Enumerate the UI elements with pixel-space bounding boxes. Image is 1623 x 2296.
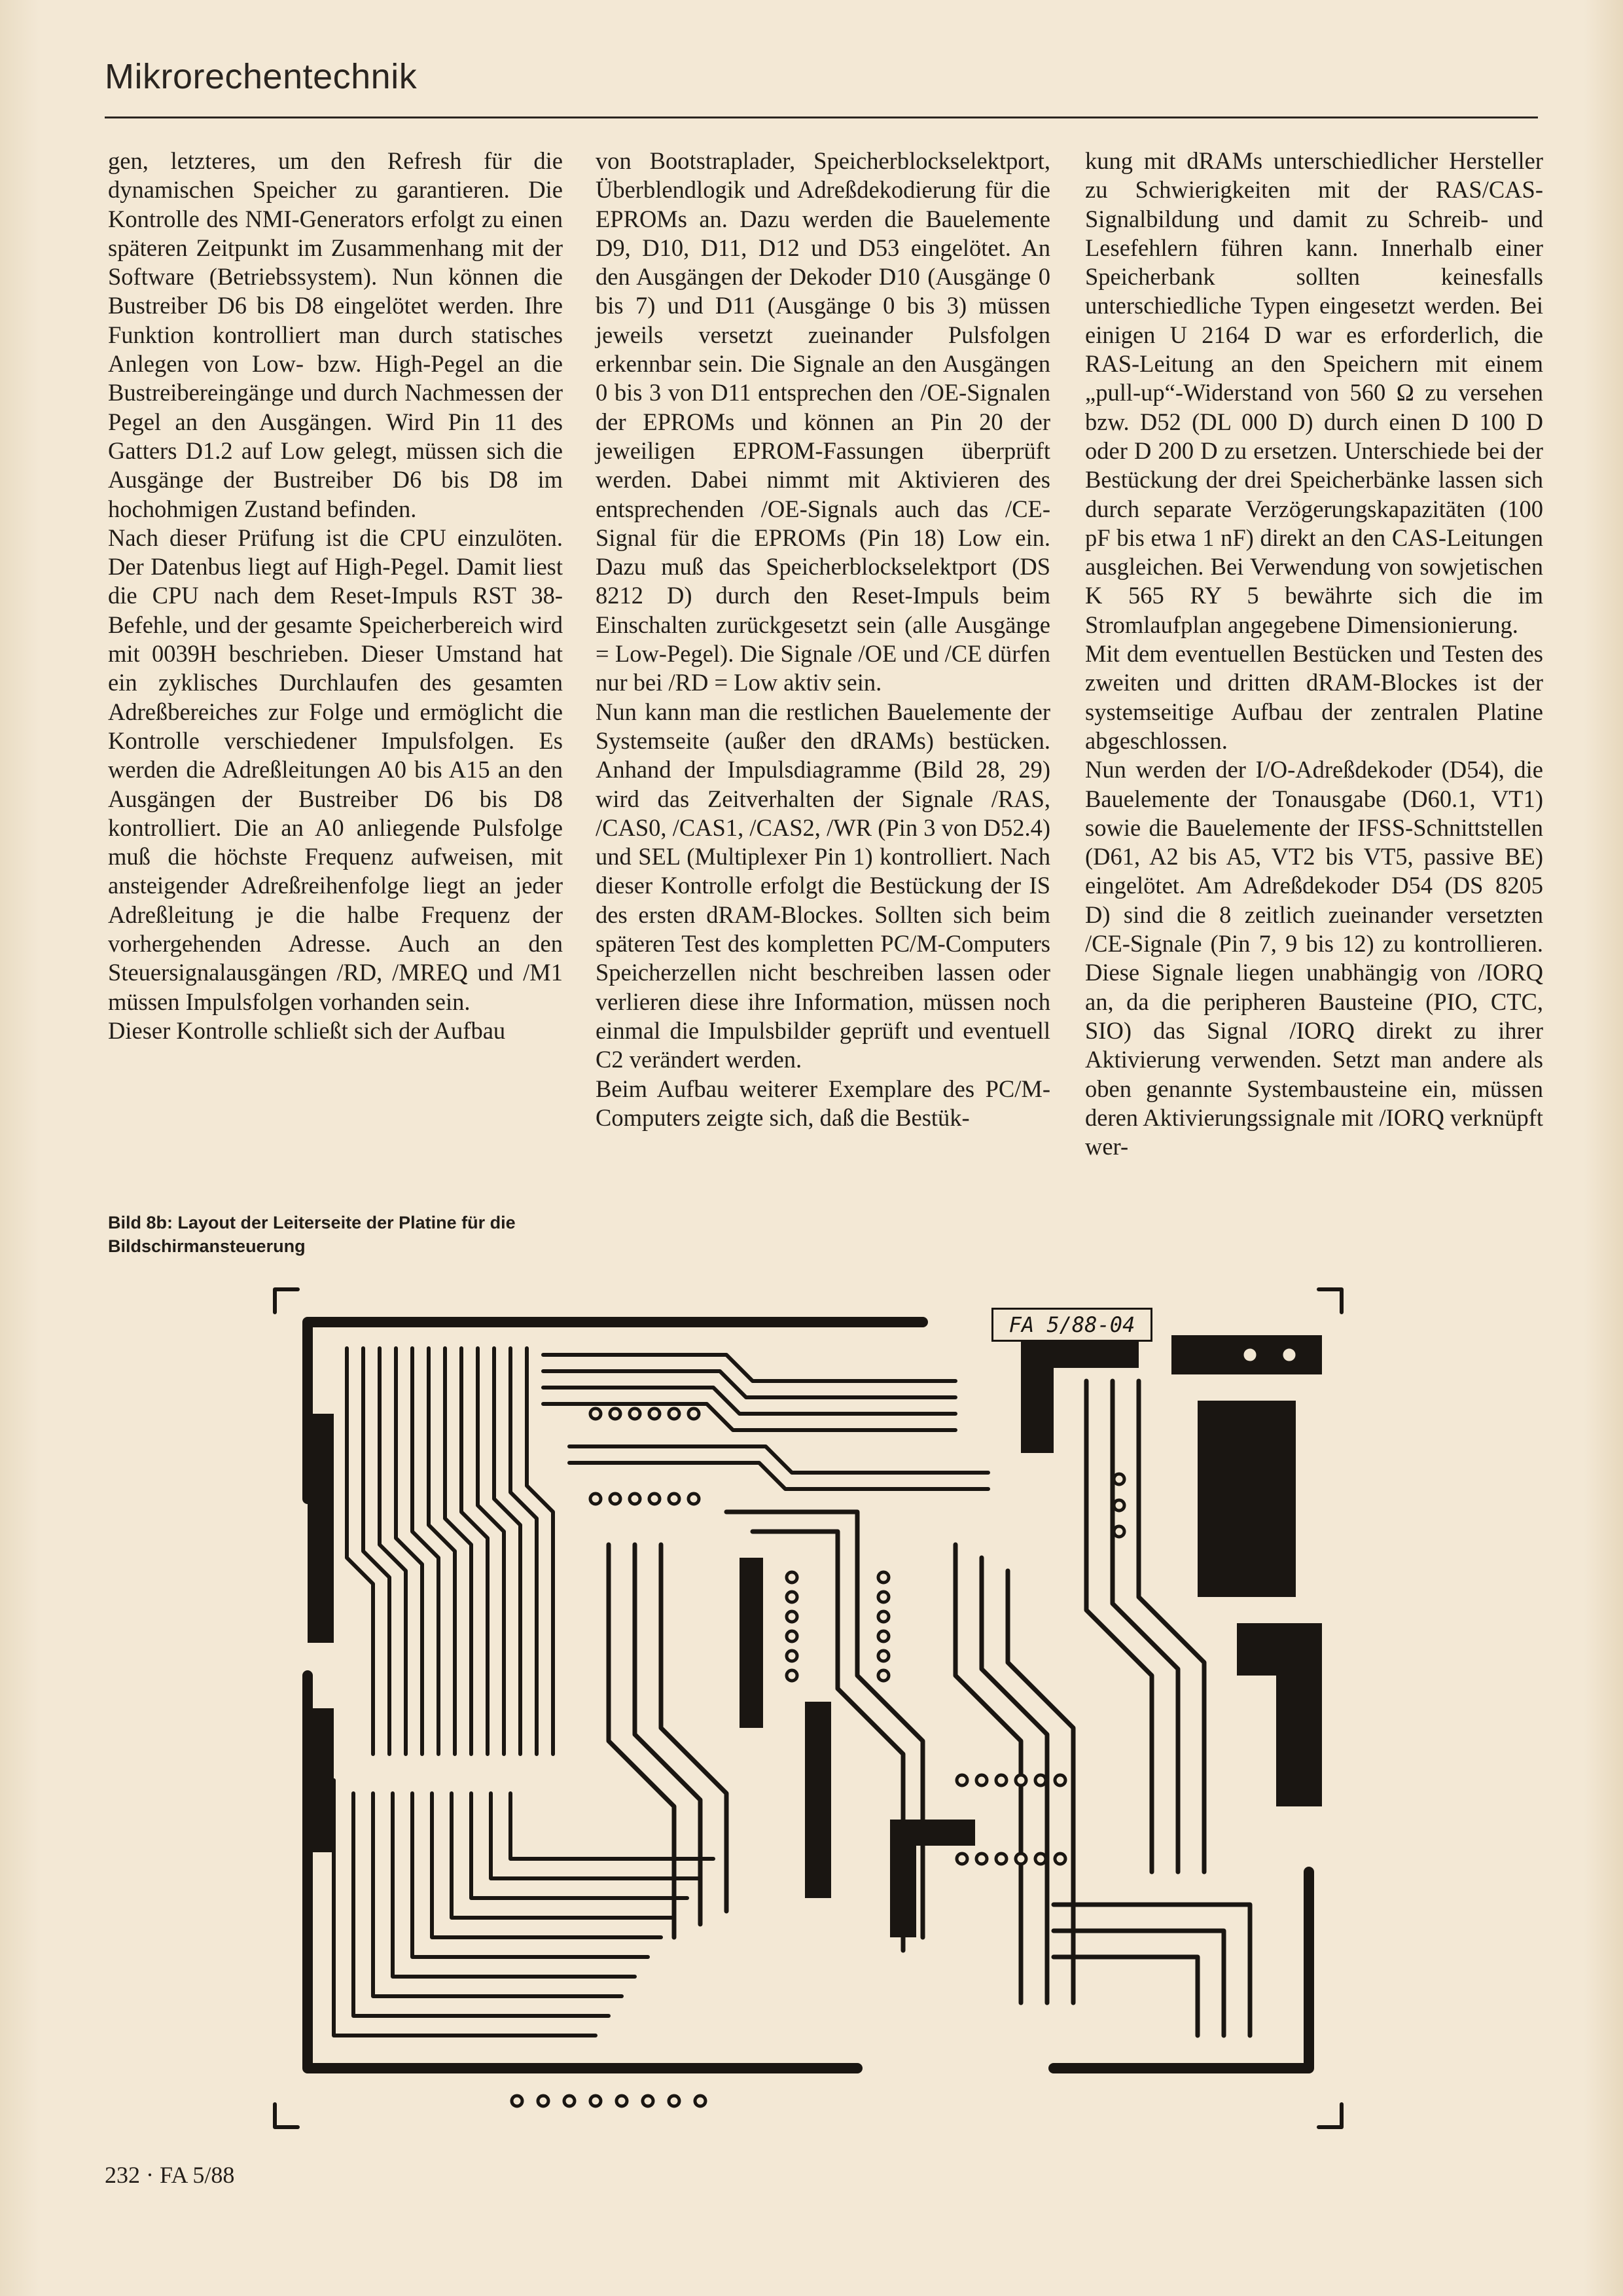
header-rule bbox=[105, 117, 1538, 118]
text-column-1 bbox=[108, 147, 563, 1045]
paragraph: von Bootstraplader, Speicherblockselektport, Überblendlogik und Adreßdekodierung für die EPROMs an. Dazu werden die Bauelemente D9, D10, D11, D12 und D53 eingelötet. An den Ausgängen der Dekoder D10 (Ausgänge 0 bis 7) und D11 (Ausgänge 0 bis 3) müssen jeweils versetzt zueinander Pulsfolgen erkennbar sein. Die Signale an den Ausgängen 0 bis 3 von D11 entsprechen den /OE-Signalen der EPROMs und können an Pin 20 der jeweiligen EPROM-Fassungen überprüft werden. Dabei nimmt mit Aktivieren des entsprechenden /OE-Signals auch das /CE-Signal für die EPROMs (Pin 18) Low ein. Dazu muß das Speicherblockselektport (DS 8212 D) durch den Reset-Impuls beim Einschalten zurückgesetzt sein (alle Ausgänge = Low-Pegel). Die Signale /OE und /CE dürfen nur bei /RD = Low aktiv sein. bbox=[596, 147, 1050, 696]
paragraph: gen, letzteres, um den Refresh für die dynamischen Speicher zu garantieren. Die Kontrolle des NMI-Generators erfolgt zu einen späteren Zeitpunkt im Zusammenhang mit der Software (Betriebssystem). Nun können die Bustreiber D6 bis D8 eingelötet werden. Ihre Funktion kontrolliert man durch statisches Anlegen von Low- bzw. High-Pegel an die Bustreibereingänge und durch Nachmessen der Pegel an den Ausgängen. Wird Pin 11 des Gatters D1.2 auf Low gelegt, müssen sich die Ausgänge der Bustreiber D6 bis D8 im hochohmigen Zustand befinden. bbox=[108, 147, 563, 522]
paragraph: kung mit dRAMs unterschiedlicher Hersteller zu Schwierigkeiten mit der RAS/CAS-Signalbildung und damit zu Schreib- und Lesefehlern führen kann. Innerhalb einer Speicherbank sollten keinesfalls unterschiedliche Typen eingesetzt werden. Bei einigen U 2164 D war es erforderlich, die RAS-Leitung an den Speichern mit einem „pull-up“-Widerstand von 560 Ω zu versehen bzw. D52 (DL 000 D) durch einen D 100 D oder D 200 D zu ersetzen. Unterschiede bei der Bestückung der drei Speicherbänke lassen sich durch separate Verzögerungskapazitäten (100 pF bis etwa 1 nF) direkt an den CAS-Leitungen ausgleichen. Bei Verwendung von sowjetischen K 565 RY 5 bewährte sich die im Stromlaufplan angegebene Dimensionierung. bbox=[1085, 147, 1543, 638]
paragraph: Nun kann man die restlichen Bauelemente der Systemseite (außer den dRAMs) bestücken. Anhand der Impulsdiagramme (Bild 28, 29) wird das Zeitverhalten der Signale /RAS, /CAS0, /CAS1, /CAS2, /WR (Pin 3 von D52.4) und SEL (Multiplexer Pin 1) kontrolliert. Nach dieser Kontrolle erfolgt die Bestückung der IS des ersten dRAM-Blockes. Sollten sich beim späteren Test des kompletten PC/M-Computers Speicherzellen nicht beschreiben lassen oder verlieren diese ihre Information, müssen noch einmal die Impulsbilder geprüft und eventuell C2 verändert werden. bbox=[596, 698, 1050, 1073]
figure-caption: Bild 8b: Layout der Leiterseite der Platine für die Bildschirmansteuerung bbox=[108, 1213, 516, 1256]
running-head: Mikrorechentechnik bbox=[105, 57, 418, 96]
page-folio: 232 · FA 5/88 bbox=[105, 2162, 235, 2188]
paragraph: Nun werden der I/O-Adreßdekoder (D54), die Bauelemente der Tonausgabe (D60.1, VT1) sowie die Bauelemente der IFSS-Schnittstellen (D61, A2 bis A5, VT2 bis VT5, passive BE) eingelötet. Am Adreßdekoder D54 (DS 8205 D) sind die 8 zeitlich zueinander versetzten /CE-Signale (Pin 7, 9 bis 12) zu kontrollieren. Diese Signale liegen unabhängig von /IORQ an, da die peripheren Bausteine (PIO, CTC, SIO) das Signal /IORQ direkt zu ihrer Aktivierung verwenden. Setzt man andere als oben genannte Systembausteine ein, müssen deren Aktivierungssignale mit /IORQ verknüpft wer- bbox=[1085, 756, 1543, 1160]
paragraph: Mit dem eventuellen Bestücken und Testen des zweiten und dritten dRAM-Blockes ist der systemseitige Aufbau der zentralen Platine abgeschlossen. bbox=[1085, 640, 1543, 754]
pcb-layout-image bbox=[268, 1283, 1348, 2134]
text-column-2 bbox=[596, 147, 1050, 1132]
paragraph: Dieser Kontrolle schließt sich der Aufbau bbox=[108, 1016, 506, 1044]
paragraph: Nach dieser Prüfung ist die CPU einzulöten. Der Datenbus liegt auf High-Pegel. Damit liest die CPU nach dem Reset-Impuls RST 38-Befehle, und der gesamte Speicherbereich wird mit 0039H beschrieben. Dieser Umstand hat ein zyklisches Durchlaufen des gesamten Adreßbereiches zur Folge und ermöglicht die Kontrolle verschiedener Impulsfolgen. Es werden die Adreßleitungen A0 bis A15 an den Ausgängen der Bustreiber D6 bis D8 kontrolliert. Die an A0 anliegende Pulsfolge muß die höchste Frequenz aufweisen, mit ansteigender Adreßreihenfolge liegt an jeder Adreßleitung je die halbe Frequenz der vorhergehenden Adresse. Auch an den Steuersignalausgängen /RD, /MREQ und /M1 müssen Impulsfolgen vorhanden sein. bbox=[108, 524, 563, 1015]
board-label: FA 5/88-04 bbox=[991, 1308, 1152, 1342]
text-column-3 bbox=[1085, 147, 1543, 1161]
paragraph: Beim Aufbau weiterer Exemplare des PC/M-Computers zeigte sich, daß die Bestük- bbox=[596, 1075, 1050, 1131]
